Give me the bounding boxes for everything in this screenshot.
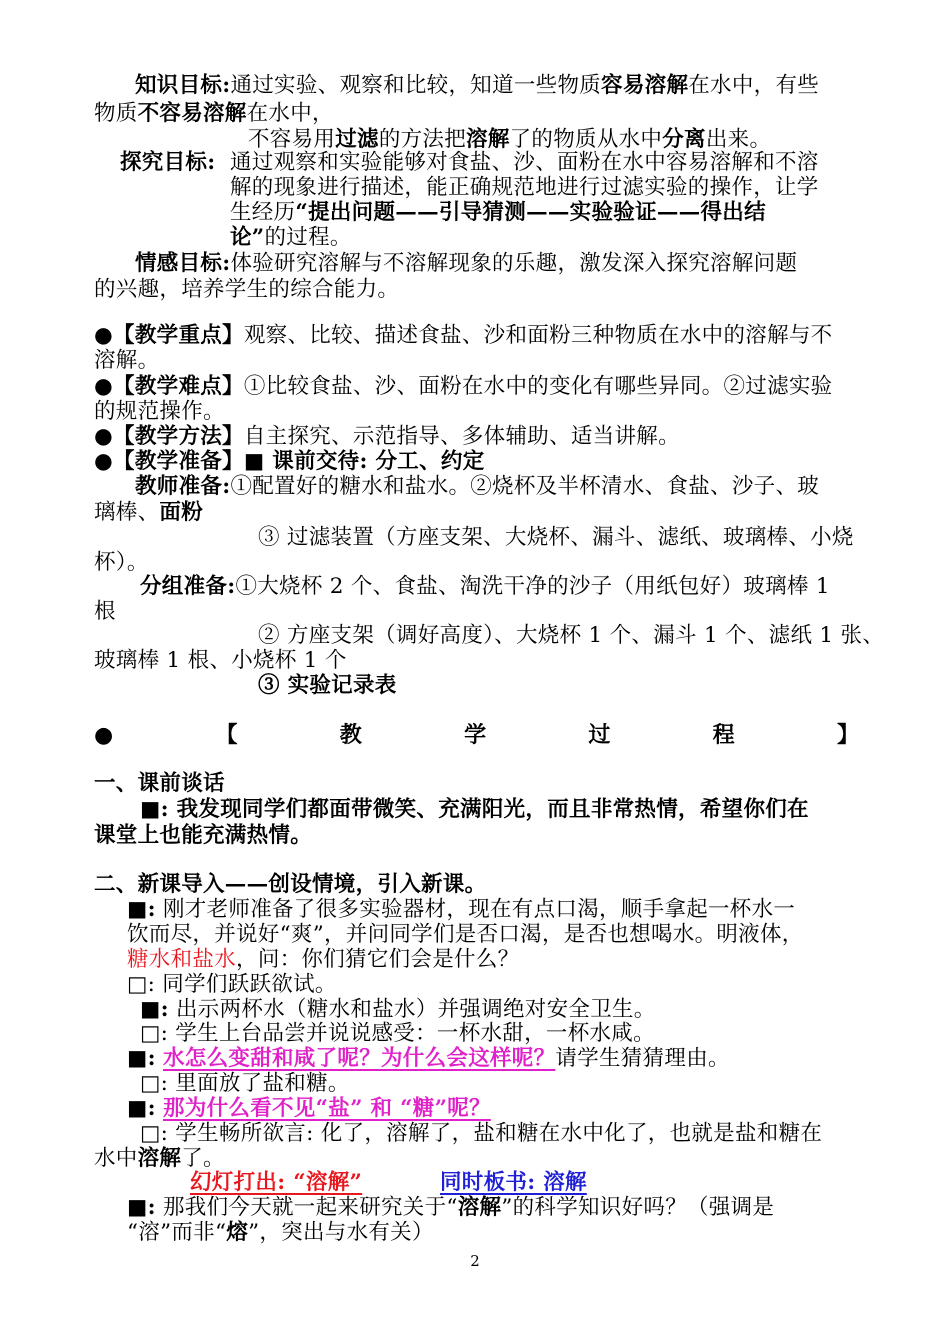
teacher-prep-line2: 璃棒、面粉 [94,500,204,525]
section1-title: 一、课前谈话 [94,771,225,796]
knowledge-goal-line2: 物质不容易溶解在水中， [94,101,334,126]
process-heading: ● 【 教 学 过 程 】 [94,722,859,748]
inquiry-goal-line1: 通过观察和实验能够对食盐、沙、面粉在水中容易溶解和不溶 [230,150,819,175]
inquiry-goal-line4: 论”的过程。 [230,225,352,250]
section2-p1-line1: ■: 刚才老师准备了很多实验器材，现在有点口渴，顺手拿起一杯水一 [127,897,796,922]
section2-p1-line2: 饮而尽，并说好“爽”，并问同学们是否口渴，是否也想喝水。明液体， [127,922,804,947]
difficulties-line1: ●【教学难点】①比较食盐、沙、面粉在水中的变化有哪些异同。②过滤实验 [94,374,833,399]
knowledge-goal-line1: 知识目标:通过实验、观察和比较，知道一些物质容易溶解在水中，有些 [135,73,820,98]
methods-line: ●【教学方法】自主探究、示范指导、多体辅助、适当讲解。 [94,424,680,449]
section2-answer2: □: 学生上台品尝并说说感受：一杯水甜，一杯水咸。 [140,1021,655,1046]
key-points-line2: 溶解。 [94,348,160,373]
preparation-line: ●【教学准备】■ 课前交待: 分工、约定 [94,449,485,474]
board-note: 同时板书: 溶解 [440,1170,587,1195]
section2-p1-line3: 糖水和盐水，问：你们猜它们会是什么？ [127,947,520,972]
group-prep-line5: ③ 实验记录表 [258,673,397,698]
section2-title: 二、新课导入——创设情境，引入新课。 [94,872,487,897]
teacher-prep-line4: 杯）。 [94,550,149,575]
group-prep-line3: ② 方座支架（调好高度）、大烧杯 1 个、漏斗 1 个、滤纸 1 张、 [258,623,885,648]
page-number: 2 [470,1252,480,1270]
section2-p4: ■: 那为什么看不见“盐” 和 “糖”呢？ [127,1096,491,1121]
section2-p5-line2: “溶”而非“熔”，突出与水有关） [127,1220,434,1245]
section1-line2: 课堂上也能充满热情。 [94,823,313,848]
group-prep-line2: 根 [94,599,116,624]
knowledge-goal-line3: 不容易用过滤的方法把溶解了的物质从水中分离出来。 [248,127,772,152]
group-prep-line1: 分组准备:①大烧杯 2 个、食盐、淘洗干净的沙子（用纸包好）玻璃棒 1 [140,574,830,599]
section2-answer4-line1: □: 学生畅所欲言: 化了，溶解了，盐和糖在水中化了，也就是盐和糖在 [140,1121,823,1146]
teacher-prep-line3: ③ 过滤装置（方座支架、大烧杯、漏斗、滤纸、玻璃棒、小烧 [258,525,854,550]
emotion-goal-line1: 情感目标:体验研究溶解与不溶解现象的乐趣，激发深入探究溶解问题 [135,251,798,276]
section2-answer3: □: 里面放了盐和糖。 [140,1071,350,1096]
section2-answer4-line2: 水中溶解了。 [94,1146,225,1171]
section1-line1: ■: 我发现同学们都面带微笑、充满阳光，而且非常热情，希望你们在 [140,797,809,822]
difficulties-line2: 的规范操作。 [94,399,225,424]
key-points-line1: ●【教学重点】观察、比较、描述食盐、沙和面粉三种物质在水中的溶解与不 [94,323,833,348]
slide-note: 幻灯打出: “溶解” [190,1170,363,1195]
inquiry-goal-line2: 解的现象进行描述，能正确规范地进行过滤实验的操作，让学 [230,175,819,200]
inquiry-goal-line3: 生经历“提出问题——引导猜测——实验验证——得出结 [230,200,766,225]
section2-p3: ■: 水怎么变甜和咸了呢？为什么会这样呢？请学生猜猜理由。 [127,1046,730,1071]
section2-answer1: □: 同学们跃跃欲试。 [127,972,337,997]
group-prep-line4: 玻璃棒 1 根、小烧杯 1 个 [94,648,347,673]
emotion-goal-line2: 的兴趣，培养学生的综合能力。 [94,277,400,302]
inquiry-goal-label: 探究目标: [120,150,216,175]
teacher-prep-line1: 教师准备:①配置好的糖水和盐水。②烧杯及半杯清水、食盐、沙子、玻 [135,474,820,499]
section2-p5-line1: ■: 那我们今天就一起来研究关于“溶解”的科学知识好吗？（强调是 [127,1195,775,1220]
section2-p2: ■: 出示两杯水（糖水和盐水）并强调绝对安全卫生。 [140,997,656,1022]
